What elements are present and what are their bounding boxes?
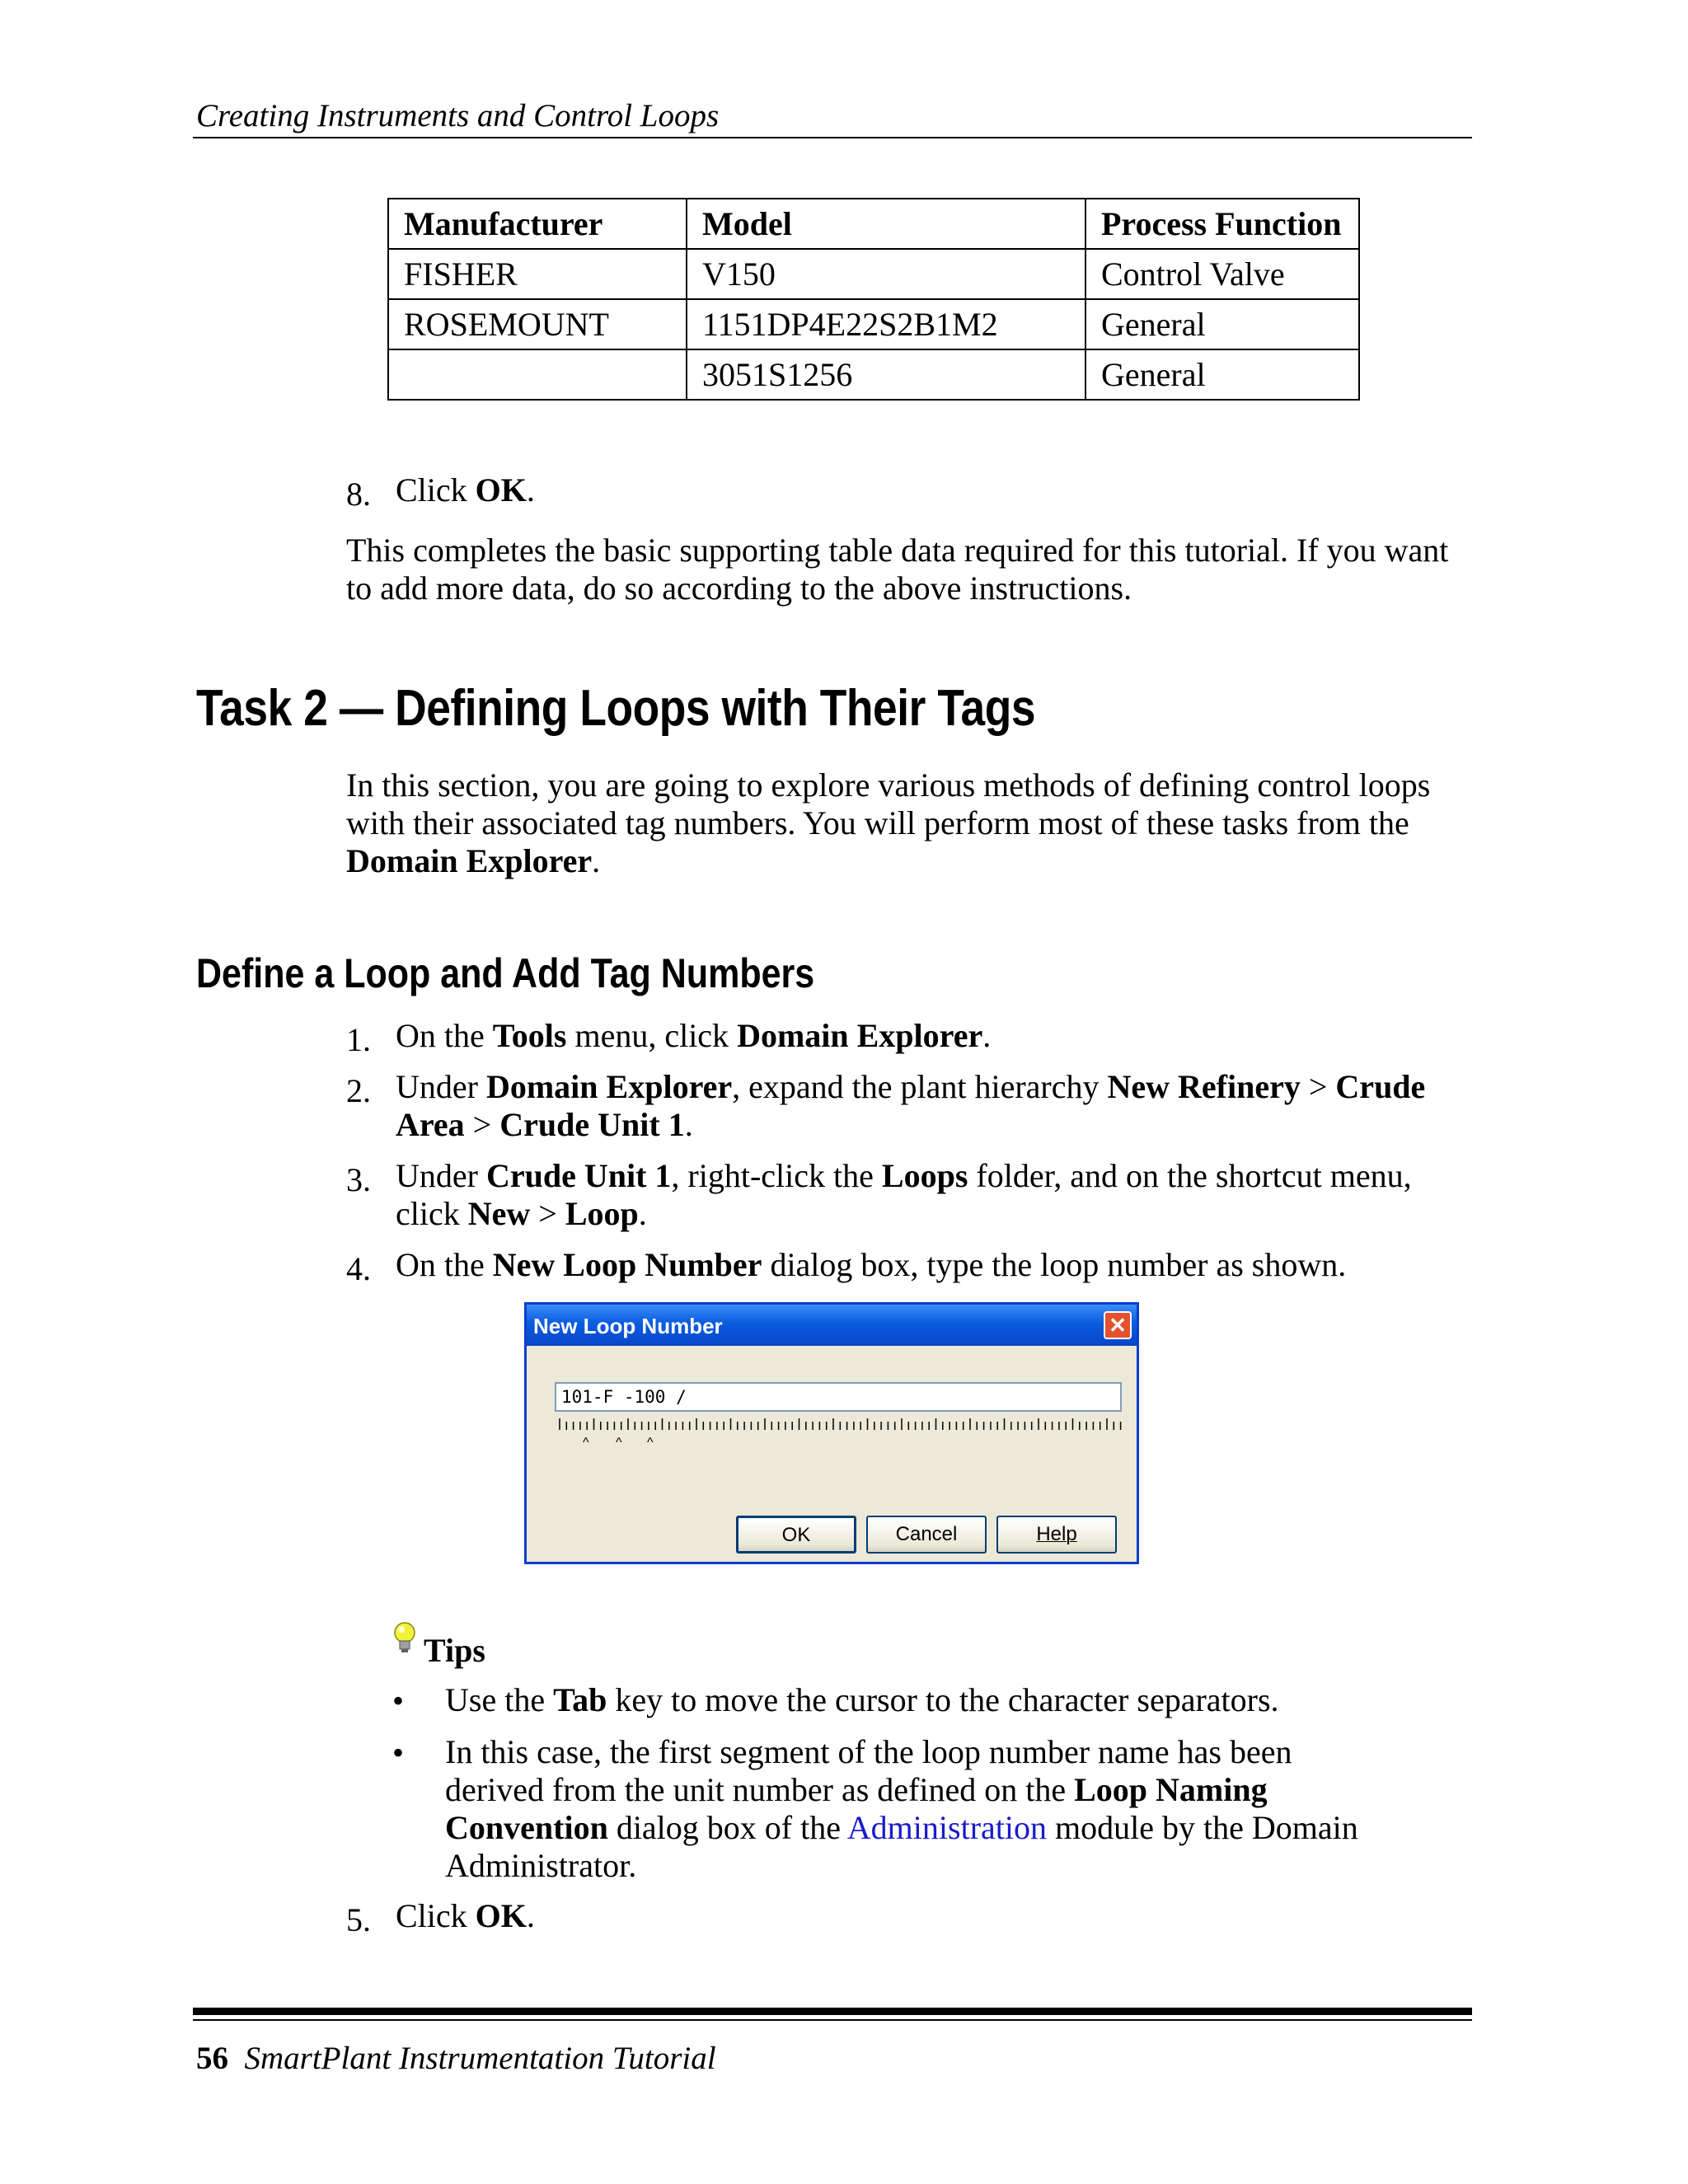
step-number: 3. [346,1161,371,1198]
table-row [388,349,1359,400]
step-1-text: On the Tools menu, click Domain Explorer. [396,1017,992,1054]
task-intro-paragraph [346,766,1430,880]
step-number: 1. [346,1021,371,1058]
table-cell: Control Valve [1085,249,1359,299]
ok-button[interactable]: OK [736,1516,856,1554]
table-header: Process Function [1085,199,1359,249]
running-head: Creating Instruments and Control Loops [196,98,720,134]
bullet-icon: • [392,1682,405,1719]
table-cell: V150 [687,249,1085,299]
tips-title: Tips [424,1632,485,1669]
page-number: 56 [196,2041,228,2076]
tip-2-text: In this case, the first segment of the loop number name has been derived from the unit number as defined on the Loop Naming Convention dialog box of the Administration module by the Domain Administrator. [445,1733,1358,1884]
domain-explorer-term: Domain Explorer [346,842,593,879]
table-cell: 3051S1256 [687,349,1085,400]
cancel-button[interactable]: Cancel [866,1516,987,1554]
table-cell [388,349,687,400]
step-number: 8. [346,476,371,513]
tip-1-text: Use the Tab key to move the cursor to the character separators. [445,1681,1279,1718]
text: . [526,471,535,509]
separator-caret: ^ [647,1436,654,1450]
step-3-text: Under Crude Unit 1, right-click the Loops folder, and on the shortcut menu, click New > Loop. [396,1157,1412,1232]
character-ruler [558,1417,1127,1450]
dialog-titlebar[interactable] [527,1305,1137,1346]
step-number: 4. [346,1250,371,1287]
footer-rule [193,2008,1472,2015]
step-4-text: On the New Loop Number dialog box, type the loop number as shown. [396,1246,1347,1283]
administration-link[interactable]: Administration [846,1809,1047,1846]
ok-term: OK [475,471,527,509]
table-header-row [388,199,1359,249]
paragraph-line: with their associated tag numbers. You will perform most of these tasks from the [346,804,1409,841]
lightbulb-icon [391,1620,419,1658]
text: . [592,842,601,879]
table-cell: 1151DP4E22S2B1M2 [687,299,1085,349]
separator-caret: ^ [583,1436,589,1450]
paragraph-line: to add more data, do so according to the above instructions. [346,569,1132,607]
paragraph-line [346,842,1430,880]
table-header: Manufacturer [388,199,687,249]
step-8-text [396,471,535,509]
step-number: 2. [346,1072,371,1109]
step-5-text: Click OK. [396,1897,535,1934]
footer-title: SmartPlant Instrumentation Tutorial [244,2041,716,2076]
step-number: 5. [346,1901,371,1938]
paragraph-line: In this section, you are going to explore various methods of defining control loops [346,766,1431,804]
table-cell: FISHER [388,249,687,299]
paragraph-line: This completes the basic supporting table data required for this tutorial. If you want [346,532,1449,569]
manufacturer-table [387,198,1360,401]
page-footer [196,2040,716,2077]
table-cell: General [1085,299,1359,349]
footer-rule [193,2019,1472,2021]
close-icon[interactable]: ✕ [1104,1311,1132,1339]
header-rule [193,137,1472,138]
new-loop-number-dialog [524,1302,1139,1564]
table-header: Model [687,199,1085,249]
bullet-icon: • [392,1734,405,1771]
separator-caret: ^ [616,1436,622,1450]
completion-paragraph [346,532,1448,607]
table-cell: ROSEMOUNT [388,299,687,349]
text: Click [396,471,476,509]
table-row [388,249,1359,299]
loop-number-input[interactable]: 101-F -100 / [555,1382,1122,1412]
section-heading: Define a Loop and Add Tag Numbers [196,950,815,996]
table-row [388,299,1359,349]
dialog-title: New Loop Number [533,1314,723,1338]
step-2-text: Under Domain Explorer, expand the plant hierarchy New Refinery > Crude Area > Crude Unit 1. [396,1068,1426,1143]
task-heading: Task 2 — Defining Loops with Their Tags [196,680,1036,737]
help-button[interactable]: Help [996,1516,1117,1554]
table-cell: General [1085,349,1359,400]
